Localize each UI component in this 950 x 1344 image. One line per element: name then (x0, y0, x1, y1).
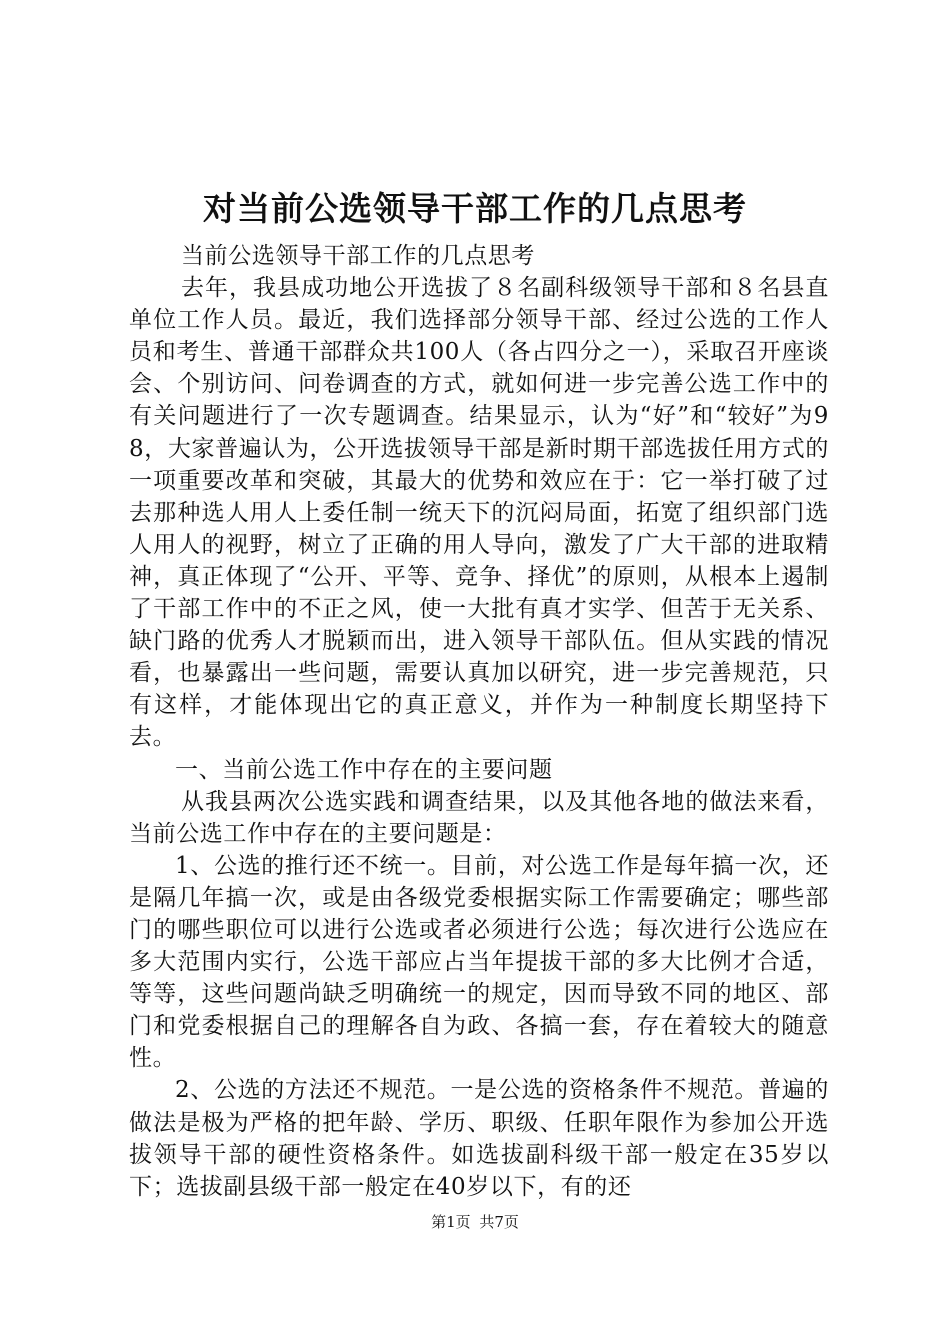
section-heading: 一、当前公选工作中存在的主要问题 (175, 756, 553, 783)
point-1-paragraph: 1、公选的推行还不统一。目前，对公选工作是每年搞一次，还是隔几年搞一次，或是由各级党委根据实际工作需要确定；哪些部门的哪些职位可以进行公选或者必须进行公选；每次进行公选应在多大范围内实行，公选干部应占当年提拔干部的多大比例才合适，等等，这些问题尚缺乏明确统一的规定，因而导致不同的地区、部门和党委根据自己的理解各自为政、各搞一套，存在着较大的随意性。 (129, 852, 829, 1072)
page-total: 共7页 (479, 1213, 519, 1231)
point-2-paragraph: 2、公选的方法还不规范。一是公选的资格条件不规范。普遍的做法是极为严格的把年龄、学历、职级、任职年限作为参加公开选拔领导干部的硬性资格条件。如选拔副科级干部一般定在35岁以下；选拔副县级干部一般定在40岁以下，有的还 (129, 1077, 829, 1200)
page-footer (0, 1212, 950, 1232)
subtitle-paragraph: 当前公选领导干部工作的几点思考 (181, 243, 535, 269)
intro-paragraph: 去年，我县成功地公开选拔了８名副科级领导干部和８名县直单位工作人员。最近，我们选择部分领导干部、经过公选的工作人员和考生、普通干部群众共100人（各占四分之一），采取召开座谈会、个别访问、问卷调查的方式，就如何进一步完善公选工作中的有关问题进行了一次专题调查。结果显示，认为“好”和“较好”为98，大家普遍认为，公开选拔领导干部是新时期干部选拔任用方式的一项重要改革和突破，其最大的优势和效应在于：它一举打破了过去那种选人用人上委任制一统天下的沉闷局面，拓宽了组织部门选人用人的视野，树立了正确的用人导向，激发了广大干部的进取精神，真正体现了“公开、平等、竞争、择优”的原则，从根本上遏制了干部工作中的不正之风，使一大批有真才实学、但苦于无关系、缺门路的优秀人才脱颖而出，进入领导干部队伍。但从实践的情况看，也暴露出一些问题，需要认真加以研究，进一步完善规范，只有这样，才能体现出它的真正意义，并作为一种制度长期坚持下去。 (129, 275, 829, 751)
page-number: 第1页 (431, 1213, 471, 1231)
document-body (129, 240, 829, 1203)
document-title: 对当前公选领导干部工作的几点思考 (203, 189, 747, 228)
section-intro-paragraph: 从我县两次公选实践和调查结果，以及其他各地的做法来看，当前公选工作中存在的主要问题是： (129, 788, 829, 847)
